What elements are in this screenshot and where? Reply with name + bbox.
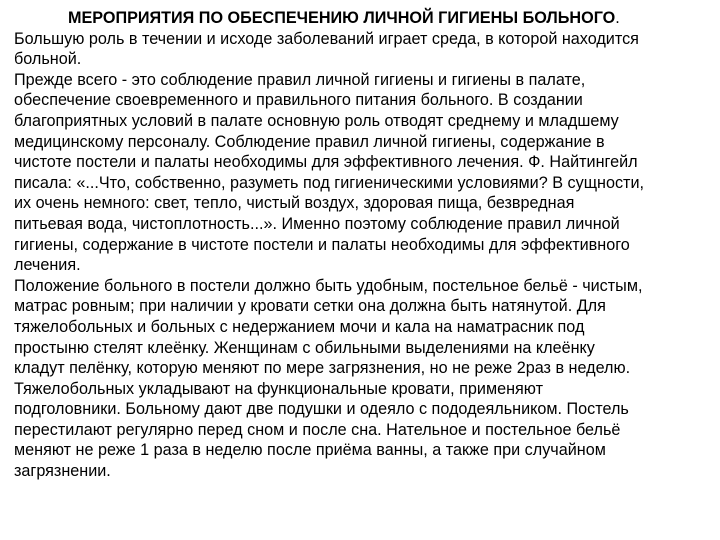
title-line	[14, 8, 718, 29]
text-line: Тяжелобольных укладывают на функциональные кровати, применяют	[14, 379, 543, 398]
text-line: их очень немного: свет, тепло, чистый воздух, здоровая пища, безвредная	[14, 194, 575, 213]
text-line: матрас ровным; при наличии у кровати сетки она должна быть натянутой. Для	[14, 297, 606, 316]
text-line: загрязнении.	[14, 462, 111, 481]
text-line: больной.	[14, 50, 82, 69]
text-line: лечения.	[14, 256, 81, 275]
text-line: кладут пелёнку, которую меняют по мере загрязнения, но не реже 2раз в неделю.	[14, 359, 631, 378]
document-text	[14, 8, 718, 482]
text-line: питьевая вода, чистоплотность...». Именно поэтому соблюдение правил личной	[14, 214, 620, 233]
text-line: подголовники. Больному дают две подушки и одеяло с пододеяльником. Постель	[14, 400, 629, 419]
text-line: медицинскому персоналу. Соблюдение правил личной гигиены, содержание в	[14, 132, 605, 151]
text-line: меняют не реже 1 раза в неделю после приёма ванны, а также при случайном	[14, 441, 606, 460]
text-line: перестилают регулярно перед сном и после сна. Нательное и постельное бельё	[14, 420, 621, 439]
title-punctuation: .	[615, 9, 620, 27]
text-line: простыню стелят клеёнку. Женщинам с обильными выделениями на клеёнку	[14, 338, 595, 357]
text-line: Прежде всего - это соблюдение правил личной гигиены и гигиены в палате,	[14, 70, 586, 89]
text-line: благоприятных условий в палате основную роль отводят среднему и младшему	[14, 111, 619, 130]
text-line: Большую роль в течении и исходе заболеваний играет среда, в которой находится	[14, 29, 639, 48]
text-line: тяжелобольных и больных с недержанием мочи и кала на наматрасник под	[14, 317, 585, 336]
text-line: гигиены, содержание в чистоте постели и палаты необходимы для эффективного	[14, 235, 630, 254]
text-line: обеспечение своевременного и правильного питания больного. В создании	[14, 91, 583, 110]
text-line: Положение больного в постели должно быть удобным, постельное бельё - чистым,	[14, 276, 643, 295]
document-title: МЕРОПРИЯТИЯ ПО ОБЕСПЕЧЕНИЮ ЛИЧНОЙ ГИГИЕНЫ БОЛЬНОГО	[68, 9, 616, 27]
text-line: писала: «...Что, собственно, разуметь под гигиеническими условиями? В сущности,	[14, 173, 645, 192]
text-line: чистоте постели и палаты необходимы для эффективного лечения. Ф. Найтингейл	[14, 153, 638, 172]
